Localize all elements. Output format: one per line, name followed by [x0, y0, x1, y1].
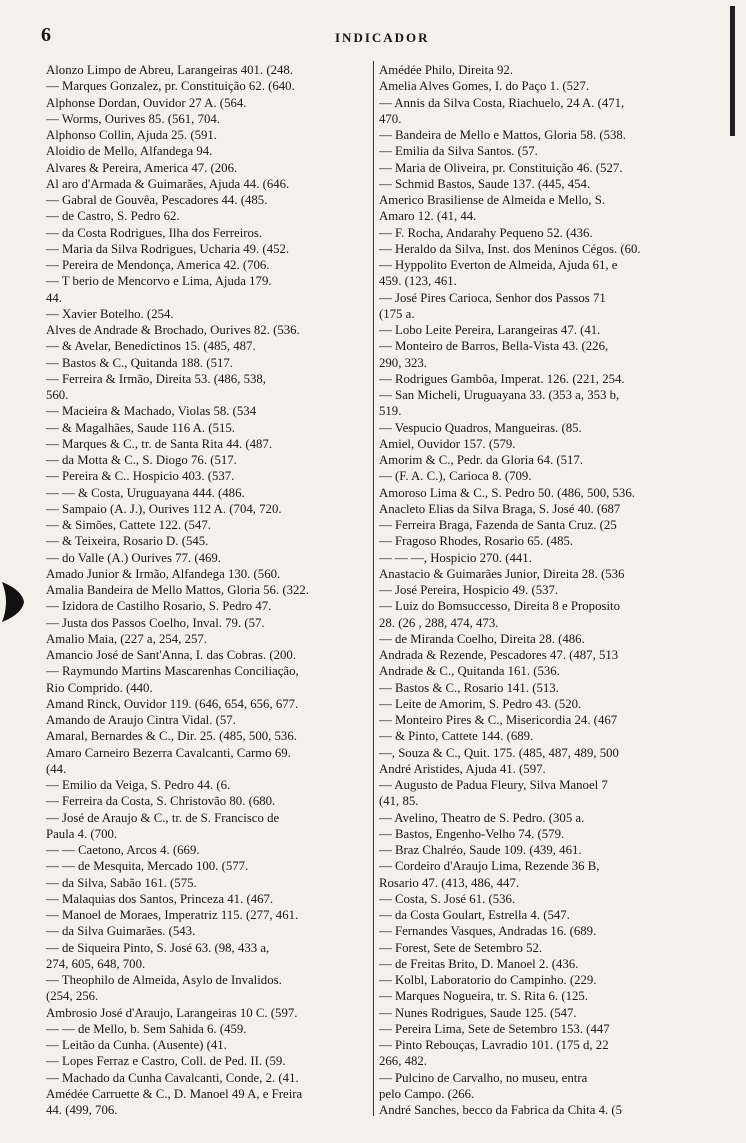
- directory-entry: 44. (499, 706.: [46, 1103, 118, 1117]
- directory-entry: Anacleto Elias da Silva Braga, S. José 40. (687: [379, 501, 621, 516]
- directory-entry: 44.: [46, 290, 62, 305]
- directory-entry: Amalio Maia, (227 a, 254, 257.: [46, 631, 207, 646]
- directory-entry: Paula 4. (700.: [46, 826, 118, 841]
- directory-entry: André Sanches, becco da Fabrica da Chita 4. (5: [379, 1103, 623, 1117]
- directory-entry: — Ferreira da Costa, S. Christovão 80. (680.: [46, 794, 276, 809]
- directory-entry: Rio Comprido. (440.: [46, 680, 153, 695]
- directory-entry: — Xavier Botelho. (254.: [46, 306, 174, 321]
- directory-entry: — — & Costa, Uruguayana 444. (486.: [46, 485, 245, 500]
- directory-entry: — Monteiro de Barros, Bella-Vista 43. (226,: [379, 339, 609, 354]
- directory-entry: 470.: [379, 111, 402, 126]
- directory-entry: — Macieira & Machado, Violas 58. (534: [46, 404, 257, 419]
- directory-entry: — de Castro, S. Pedro 62.: [46, 209, 180, 224]
- directory-entry: — Rodrigues Gambôa, Imperat. 126. (221, 254.: [379, 371, 625, 386]
- directory-entry: 519.: [379, 404, 402, 419]
- directory-entry: Alvares & Pereira, America 47. (206.: [46, 160, 238, 175]
- directory-entry: — — de Mesquita, Mercado 100. (577.: [46, 859, 249, 874]
- directory-entry: — Pereira Lima, Sete de Setembro 153. (447: [379, 1021, 610, 1036]
- directory-entry: 266, 482.: [379, 1054, 427, 1069]
- directory-entry: — Leitão da Cunha. (Ausente) (41.: [46, 1038, 227, 1052]
- directory-entry: — Marques Gonzalez, pr. Constituição 62. (640.: [46, 79, 295, 94]
- directory-entry: — do Valle (A.) Ourives 77. (469.: [46, 550, 221, 565]
- directory-entry: — Costa, S. José 61. (536.: [379, 891, 516, 906]
- directory-entry: — de Miranda Coelho, Direita 28. (486.: [379, 631, 585, 646]
- directory-entry: Amaral, Bernardes & C., Dir. 25. (485, 500, 536.: [46, 729, 297, 744]
- directory-entry: Alonzo Limpo de Abreu, Larangeiras 401. (248.: [46, 63, 293, 77]
- directory-entry: — Pulcino de Carvalho, no museu, entra: [379, 1070, 588, 1085]
- directory-entry: — Gabral de Gouvêa, Pescadores 44. (485.: [46, 193, 268, 207]
- directory-entry: Amancio José de Sant'Anna, I. das Cobras. (200.: [46, 648, 297, 662]
- directory-entry: — Hyppolito Everton de Almeida, Ajuda 61, e: [379, 258, 618, 272]
- directory-entry: — — —, Hospicio 270. (441.: [379, 550, 532, 565]
- directory-entry: — da Motta & C., S. Diogo 76. (517.: [46, 453, 237, 467]
- directory-entry: — José Pereira, Hospicio 49. (537.: [379, 583, 559, 597]
- directory-entry: — — de Mello, b. Sem Sahida 6. (459.: [46, 1021, 247, 1036]
- directory-entry: — San Micheli, Uruguayana 33. (353 a, 353 b,: [379, 388, 620, 402]
- directory-entry: 274, 605, 648, 700.: [46, 956, 146, 971]
- directory-entry: — Justa dos Passos Coelho, Inval. 79. (57.: [46, 615, 265, 630]
- directory-entry: — Raymundo Martins Mascarenhas Conciliação,: [46, 664, 299, 679]
- directory-entry: — Marques Nogueira, tr. S. Rita 6. (125.: [379, 989, 588, 1004]
- directory-entry: — Maria da Silva Rodrigues, Ucharia 49. (452.: [46, 241, 290, 256]
- directory-entry: Amado Junior & Irmão, Alfandega 130. (560.: [46, 566, 281, 581]
- directory-entry: (41, 85.: [379, 794, 419, 809]
- directory-entry: André Aristides, Ajuda 41. (597.: [379, 761, 546, 776]
- directory-entry: —, Souza & C., Quit. 175. (485, 487, 489, 500: [379, 745, 619, 760]
- directory-entry: — Bastos, Engenho-Velho 74. (579.: [379, 826, 565, 841]
- directory-entry: — Heraldo da Silva, Inst. dos Meninos Cégos. (60.: [379, 241, 641, 256]
- directory-entry: — Luiz do Bomsuccesso, Direita 8 e Proposito: [379, 599, 620, 614]
- directory-entry: Al aro d'Armada & Guimarães, Ajuda 44. (646.: [46, 176, 290, 191]
- directory-entry: — Nunes Rodrigues, Saude 125. (547.: [379, 1005, 577, 1020]
- directory-entry: — T berio de Mencorvo e Lima, Ajuda 179.: [46, 274, 272, 289]
- directory-entry: Americo Brasiliense de Almeida e Mello, S.: [379, 193, 606, 207]
- directory-entry: — de Freitas Brito, D. Manoel 2. (436.: [379, 956, 579, 971]
- directory-entry: — da Silva Guimarães. (543.: [46, 924, 196, 939]
- directory-entry: Amando de Araujo Cintra Vidal. (57.: [46, 713, 236, 727]
- directory-entry: — da Costa Goulart, Estrella 4. (547.: [379, 908, 570, 922]
- directory-entry: (44.: [46, 761, 67, 776]
- directory-entry: — Braz Chalréo, Saude 109. (439, 461.: [379, 843, 582, 857]
- directory-entry: — Ferreira & Irmão, Direita 53. (486, 538,: [46, 371, 266, 386]
- directory-entry: — Emilio da Veiga, S. Pedro 44. (6.: [46, 778, 231, 792]
- directory-entry: Amalia Bandeira de Mello Mattos, Gloria 56. (322.: [46, 583, 309, 597]
- directory-entry: Anastacio & Guimarães Junior, Direita 28. (536: [379, 566, 625, 581]
- directory-entry: — Marques & C., tr. de Santa Rita 44. (487.: [46, 436, 273, 451]
- directory-entry: 560.: [46, 388, 69, 402]
- directory-entry: Amédée Carruette & C., D. Manoel 49 A, e Freira: [46, 1086, 303, 1101]
- directory-entry: Andrada & Rezende, Pescadores 47. (487, 513: [379, 648, 619, 662]
- directory-entry: — Fragoso Rhodes, Rosario 65. (485.: [379, 534, 574, 549]
- directory-entry: — Maria de Oliveira, pr. Constituição 46. (527.: [379, 160, 623, 175]
- directory-entry: — Sampaio (A. J.), Ourives 112 A. (704, 720.: [46, 501, 282, 516]
- binding-mark-icon: [0, 580, 26, 624]
- directory-entry: Amiel, Ouvidor 157. (579.: [379, 436, 516, 451]
- directory-entry: — Augusto de Padua Fleury, Silva Manoel 7: [379, 778, 608, 792]
- directory-entry: — Lopes Ferraz e Castro, Coll. de Ped. II. (59.: [46, 1054, 286, 1069]
- directory-entry: — da Costa Rodrigues, Ilha dos Ferreiros.: [46, 225, 263, 240]
- directory-entry: — — Caetono, Arcos 4. (669.: [46, 843, 200, 857]
- directory-entry: Alphonso Collin, Ajuda 25. (591.: [46, 128, 217, 142]
- directory-entry: Ambrosio José d'Araujo, Larangeiras 10 C. (597.: [46, 1005, 298, 1020]
- directory-entry: — & Teixeira, Rosario D. (545.: [46, 534, 209, 549]
- directory-entry: — & Simões, Cattete 122. (547.: [46, 518, 211, 532]
- directory-entry: — F. Rocha, Andarahy Pequeno 52. (436.: [379, 225, 593, 240]
- directory-entry: Amelia Alves Gomes, I. do Paço 1. (527.: [379, 79, 590, 94]
- directory-entry: — Bastos & C., Rosario 141. (513.: [379, 680, 559, 695]
- directory-entry: 290, 323.: [379, 355, 427, 370]
- directory-entry: — Ferreira Braga, Fazenda de Santa Cruz. (25: [379, 518, 617, 532]
- directory-entry: — Annis da Silva Costa, Riachuelo, 24 A. (471,: [379, 95, 625, 110]
- directory-entry: Rosario 47. (413, 486, 447.: [379, 875, 520, 890]
- directory-entry: — Pereira & C.. Hospicio 403. (537.: [46, 469, 235, 484]
- directory-entry: — Pinto Rebouças, Lavradio 101. (175 d, 22: [379, 1038, 609, 1052]
- directory-entry: — Fernandes Vasques, Andradas 16. (689.: [379, 924, 597, 939]
- directory-entry: 28. (26 , 288, 474, 473.: [379, 615, 499, 630]
- directory-entry: — Vespucio Quadros, Mangueiras. (85.: [379, 420, 582, 435]
- directory-entry: (254, 256.: [46, 989, 99, 1004]
- directory-entry: — José Pires Carioca, Senhor dos Passos 71: [379, 290, 606, 305]
- directory-entry: — Avelino, Theatro de S. Pedro. (305 a.: [379, 810, 585, 825]
- directory-entry: — Bastos & C., Quitanda 188. (517.: [46, 355, 233, 370]
- directory-entry: — Manoel de Moraes, Imperatriz 115. (277, 461.: [46, 908, 299, 922]
- right-column: [379, 62, 735, 1118]
- directory-entry: — Izidora de Castilho Rosario, S. Pedro 47.: [46, 599, 272, 614]
- directory-entry: 459. (123, 461.: [379, 274, 457, 289]
- directory-entry: — Leite de Amorim, S. Pedro 43. (520.: [379, 696, 582, 711]
- directory-entry: — Schmid Bastos, Saude 137. (445, 454.: [379, 176, 591, 191]
- directory-entry: Alves de Andrade & Brochado, Ourives 82. (536.: [46, 323, 300, 337]
- directory-entry: Amaro Carneiro Bezerra Cavalcanti, Carmo 69.: [46, 745, 291, 760]
- directory-entry: (175 a.: [379, 306, 415, 321]
- directory-entry: Aloidio de Mello, Alfandega 94.: [46, 144, 213, 159]
- directory-entry: — Lobo Leite Pereira, Larangeiras 47. (41.: [379, 323, 601, 337]
- directory-entry: — Kolbl, Laboratorio do Campinho. (229.: [379, 973, 597, 987]
- directory-entry: — da Silva, Sabão 161. (575.: [46, 875, 197, 890]
- directory-entry: — (F. A. C.), Carioca 8. (709.: [379, 469, 532, 484]
- directory-entry: Amorim & C., Pedr. da Gloria 64. (517.: [379, 453, 584, 467]
- directory-entry: Amédée Philo, Direita 92.: [379, 63, 513, 77]
- directory-entry: — & Magalhães, Saude 116 A. (515.: [46, 420, 235, 435]
- directory-entry: pelo Campo. (266.: [379, 1086, 475, 1101]
- directory-entry: — de Siqueira Pinto, S. José 63. (98, 433 a,: [46, 940, 270, 955]
- directory-entry: Amand Rinck, Ouvidor 119. (646, 654, 656, 677.: [46, 696, 299, 711]
- directory-entry: — Bandeira de Mello e Mattos, Gloria 58. (538.: [379, 128, 626, 142]
- directory-entry: Amaro 12. (41, 44.: [379, 209, 477, 224]
- directory-entry: Alphonse Dordan, Ouvidor 27 A. (564.: [46, 95, 247, 110]
- directory-entry: — Machado da Cunha Cavalcanti, Conde, 2. (41.: [46, 1070, 299, 1085]
- page-title: INDICADOR: [335, 30, 430, 45]
- directory-entry: Amoroso Lima & C., S. Pedro 50. (486, 500, 536.: [379, 485, 635, 500]
- directory-entry: — & Avelar, Benedictinos 15. (485, 487.: [46, 339, 256, 354]
- directory-entry: Andrade & C., Quitanda 161. (536.: [379, 664, 560, 679]
- directory-entry: — Monteiro Pires & C., Misericordia 24. (467: [379, 713, 618, 727]
- left-column: [46, 62, 372, 1118]
- column-divider: [373, 61, 374, 1116]
- directory-entry: — Theophilo de Almeida, Asylo de Invalidos.: [46, 973, 282, 987]
- directory-entry: — Pereira de Mendonça, America 42. (706.: [46, 258, 270, 272]
- directory-entry: — Cordeiro d'Araujo Lima, Rezende 36 B,: [379, 859, 600, 874]
- directory-entry: — Emilia da Silva Santos. (57.: [379, 144, 538, 159]
- directory-entry: — Worms, Ourives 85. (561, 704.: [46, 111, 220, 126]
- directory-entry: — Malaquias dos Santos, Princeza 41. (467.: [46, 891, 274, 906]
- page-number: 6: [41, 24, 51, 46]
- directory-entry: — José de Araujo & C., tr. de S. Francisco de: [46, 810, 280, 825]
- directory-entry: — Forest, Sete de Setembro 52.: [379, 940, 543, 955]
- directory-entry: — & Pinto, Cattete 144. (689.: [379, 729, 534, 744]
